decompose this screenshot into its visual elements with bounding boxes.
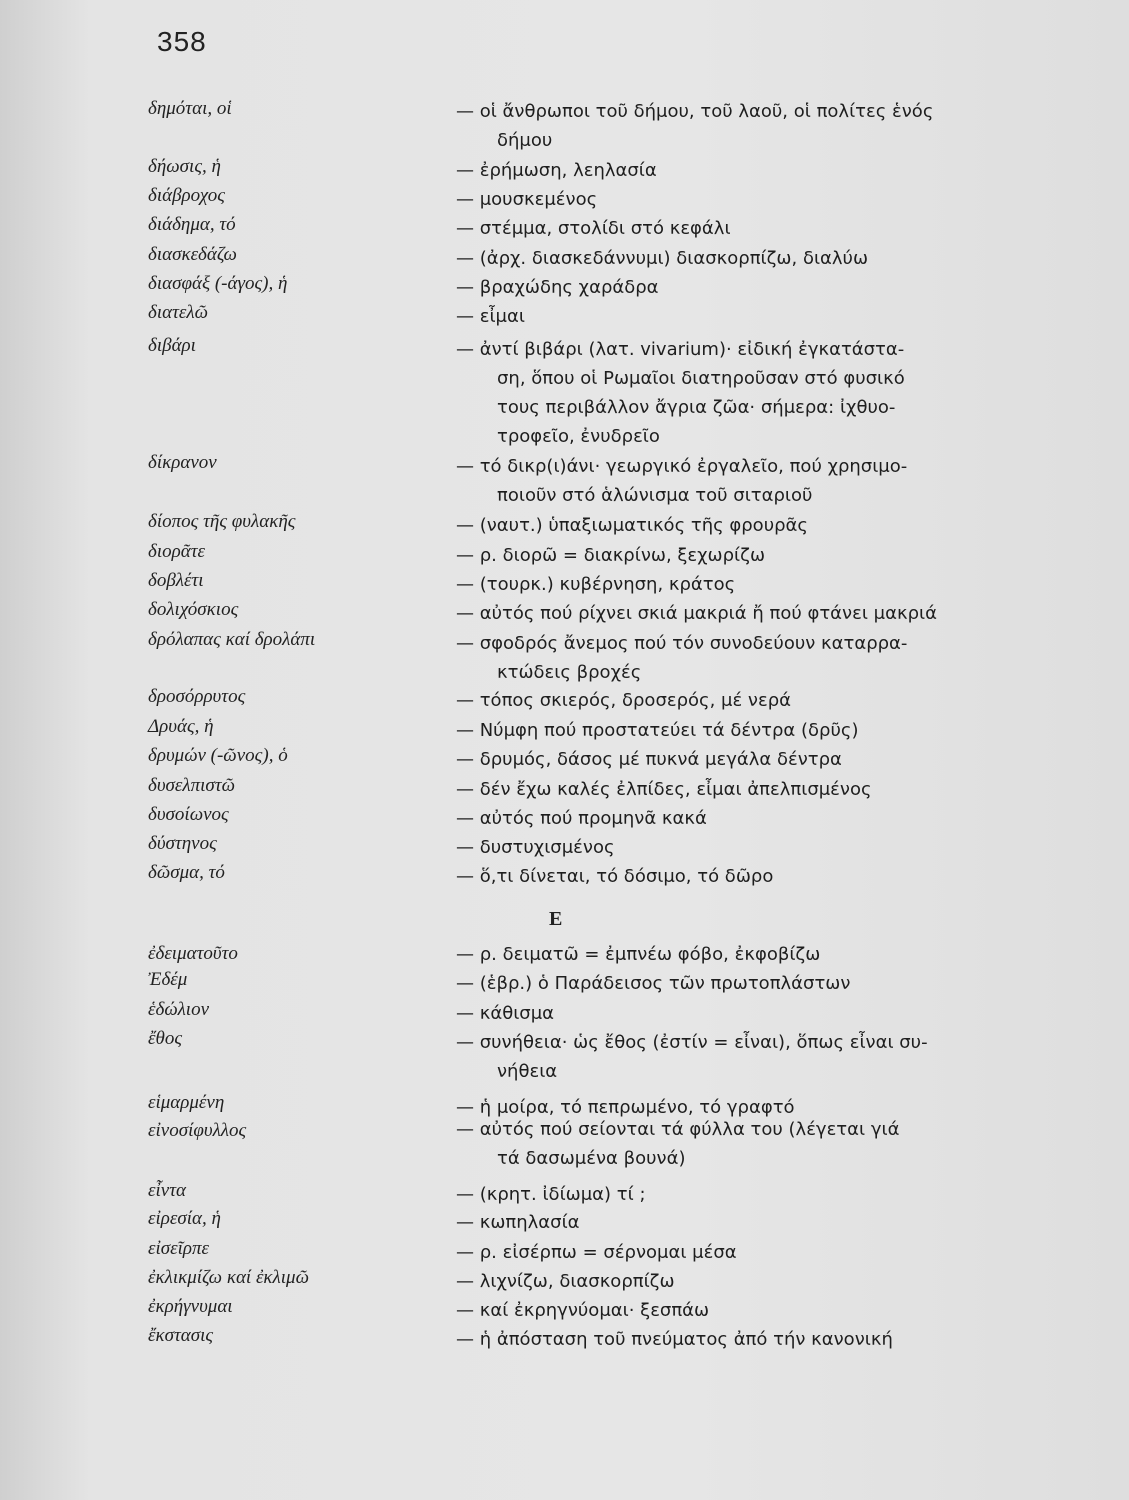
definition-line: — δυστυχισμένος [456,837,615,858]
entry-term: εἱμαρμένη [148,1092,225,1113]
entry-definition [456,511,808,540]
definition-line: — σφοδρός ἄνεμος πού τόν συνοδεύουν καταρρα- [456,633,908,654]
entry-definition [456,686,791,715]
entry-term: δήωσις, ἡ [148,156,221,177]
entry-term: δίκρανον [148,452,217,473]
entry-term: δυσελπιστῶ [148,775,236,796]
definition-line: — ὅ,τι δίνεται, τό δόσιμο, τό δῶρο [456,866,774,887]
entry-term: δημόται, οἱ [148,98,232,119]
definition-line: — τόπος σκιερός, δροσερός, μέ νερά [456,690,792,711]
entry-definition [456,1296,709,1325]
definition-line: — οἱ ἄνθρωποι τοῦ δήμου, τοῦ λαοῦ, οἱ πολίτες ἑνός [456,101,934,122]
entry-definition [456,804,707,833]
definition-line: — μουσκεμένος [456,189,598,210]
entry-term: διάδημα, τό [148,214,236,235]
definition-line: νήθεια [497,1061,558,1082]
definition-line: — (τουρκ.) κυβέρνηση, κράτος [456,574,736,595]
definition-line: — ἀντί βιβάρι (λατ. vivarium)· εἰδική ἐγκατάστα- [456,339,905,360]
definition-line: — αὐτός πού ρίχνει σκιά μακριά ἤ πού φτάνει μακριά [456,603,937,624]
entry-term: διασφάξ (-άγος), ἡ [148,273,288,294]
definition-line: — δέν ἔχω καλές ἐλπίδες, εἶμαι ἀπελπισμένος [456,779,872,800]
entry-term: δολιχόσκιος [148,599,239,620]
definition-line: — τό δικρ(ι)άνι· γεωργικό ἐργαλεῖο, πού χρησιμο- [456,456,908,477]
entry-definition [456,452,907,510]
entry-term: δρόλαπας καί δρολάπι [148,629,316,650]
definition-line: — ρ. διορῶ = διακρίνω, ξεχωρίζω [456,545,766,566]
definition-line: κτώδεις βροχές [497,662,642,683]
entry-term: δρυμών (-ῶνος), ὁ [148,745,288,766]
entry-definition [456,775,872,804]
entry-term: δύστηνος [148,833,217,854]
entry-definition [456,599,937,628]
entry-definition [456,214,731,243]
entry-definition [456,1325,893,1354]
entry-term: ἐκλικμίζω καί ἐκλιμῶ [148,1267,310,1288]
entry-term: εἶντα [148,1180,186,1201]
definition-line: — συνήθεια· ὡς ἔθος (ἐστίν = εἶναι), ὅπως εἶναι συ- [456,1032,928,1053]
entry-definition [456,570,735,599]
entry-term: Ἐδέμ [148,969,188,990]
definition-line: ποιοῦν στό ἁλώνισμα τοῦ σιταριοῦ [497,485,813,506]
entry-term: δῶσμα, τό [148,862,225,883]
entry-definition [456,969,850,998]
definition-line: — ἡ μοίρα, τό πεπρωμένο, τό γραφτό [456,1097,795,1118]
entry-term: δροσόρρυτος [148,686,246,707]
definition-line: — Νύμφη πού προστατεύει τά δέντρα (δρῦς) [456,720,859,741]
entry-term: ἐκρήγνυμαι [148,1296,233,1317]
definition-line: δήμου [497,130,553,151]
entry-definition [456,999,554,1028]
definition-line: — κωπηλασία [456,1212,580,1233]
entry-definition [456,244,868,273]
definition-line: — ἡ ἀπόσταση τοῦ πνεύματος ἀπό τήν κανονική [456,1329,893,1350]
definition-line: — εἶμαι [456,306,525,327]
entry-definition [456,335,905,451]
entry-definition [456,273,659,302]
entry-term: διασκεδάζω [148,244,237,265]
definition-line: — στέμμα, στολίδι στό κεφάλι [456,218,731,239]
entry-definition [456,1028,928,1086]
definition-line: — (ἀρχ. διασκεδάννυμι) διασκορπίζω, διαλύω [456,248,869,269]
definition-line: — (ναυτ.) ὑπαξιωματικός τῆς φρουρᾶς [456,515,808,536]
definition-line: — αὐτός πού προμηνᾶ κακά [456,808,707,829]
entry-term: διατελῶ [148,302,209,323]
entry-term: εἰρεσία, ἡ [148,1208,221,1229]
entry-definition [456,862,773,891]
definition-line: — βραχώδης χαράδρα [456,277,659,298]
entry-term: ἔκστασις [148,1325,214,1346]
definition-line: — ἐρήμωση, λεηλασία [456,160,657,181]
entry-definition [456,185,597,214]
entry-definition [456,1180,646,1209]
entry-term: διάβροχος [148,185,225,206]
definition-line: — αὐτός πού σείονται τά φύλλα του (λέγεται γιά [456,1119,900,1140]
definition-line: — ρ. εἰσέρπω = σέρνομαι μέσα [456,1242,737,1263]
definition-line: τροφεῖο, ἐνυδρεῖο [497,426,660,447]
entry-definition [456,940,820,969]
entry-term: δυσοίωνος [148,804,229,825]
section-letter-heading: E [549,908,563,930]
entry-definition [456,97,933,155]
entry-definition [456,1208,580,1237]
definition-line: τά δασωμένα βουνά) [497,1148,686,1169]
definition-line: τους περιβάλλον ἄγρια ζῶα· σήμερα: ἰχθυο- [497,397,896,418]
entry-definition [456,156,657,185]
entry-term: εἰνοσίφυλλος [148,1120,247,1141]
definition-line: ση, ὅπου οἱ Ρωμαῖοι διατηροῦσαν στό φυσικό [497,368,905,389]
entry-term: διορᾶτε [148,541,205,562]
entry-term: εἰσεῖρπε [148,1238,210,1259]
entry-definition [456,716,859,745]
entry-definition [456,833,615,862]
definition-line: — λιχνίζω, διασκορπίζω [456,1271,675,1292]
entry-term: ἑδώλιον [148,999,210,1020]
definition-line: — κάθισμα [456,1003,555,1024]
entry-term: ἔθος [148,1028,183,1049]
entry-definition [456,745,842,774]
page-number: 358 [157,26,207,57]
entry-definition [456,541,765,570]
definition-line: — (κρητ. ἰδίωμα) τί ; [456,1184,646,1205]
entry-definition [456,1267,675,1296]
entry-definition [456,302,525,331]
entry-definition [456,629,907,687]
entry-term: διβάρι [148,335,196,356]
entry-term: Δρυάς, ἡ [148,716,214,737]
definition-line: — (ἑβρ.) ὁ Παράδεισος τῶν πρωτοπλάστων [456,973,851,994]
entry-definition [456,1238,737,1267]
entry-definition [456,1115,899,1173]
definition-line: — καί ἐκρηγνύομαι· ξεσπάω [456,1300,710,1321]
entry-term: ἐδειματοῦτο [148,943,238,964]
definition-line: — ρ. δειματῶ = ἐμπνέω φόβο, ἐκφοβίζω [456,944,821,965]
definition-line: — δρυμός, δάσος μέ πυκνά μεγάλα δέντρα [456,749,842,770]
entry-term: δοβλέτι [148,570,204,591]
entry-term: δίοπος τῆς φυλακῆς [148,511,296,532]
